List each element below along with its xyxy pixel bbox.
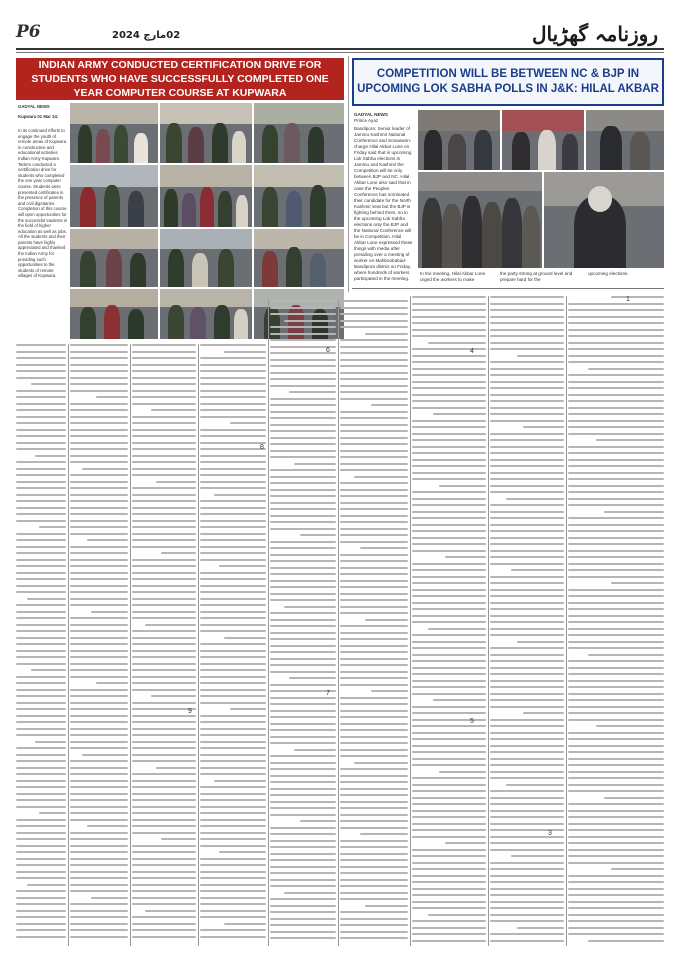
photo-meeting-1: [418, 110, 500, 170]
photo-certificate-10: [70, 289, 158, 339]
photo-hilal-akbar: [544, 172, 664, 268]
photo-certificate-7: [70, 229, 158, 287]
right-story-headline: COMPETITION WILL BE BETWEEN NC & BJP IN UPCOMING LOK SABHA POLLS IN J&K: HILAL AKBAR: [352, 58, 664, 106]
photo-certificate-2: [160, 103, 252, 163]
urdu-column: [132, 344, 196, 946]
issue-date: 02مارچ 2024: [112, 30, 181, 41]
photo-caption-1: In the meeting, Hilal Akbar Lone urged the workers to make: [420, 271, 486, 282]
header-rule-thin: [16, 52, 664, 53]
photo-certificate-4: [70, 165, 158, 227]
column-divider: [68, 344, 69, 946]
column-number: 9: [188, 708, 192, 715]
photo-meeting-crowd: [418, 172, 542, 268]
column-number: 1: [626, 296, 630, 303]
urdu-column: [490, 296, 564, 946]
photo-certificate-11: [160, 289, 252, 339]
photo-caption-2: the party strong at ground level and prepare hard for the: [500, 271, 573, 282]
column-divider: [488, 296, 489, 946]
column-number: 4: [470, 348, 474, 355]
left-story-headline: INDIAN ARMY CONDUCTED CERTIFICATION DRIVE FOR STUDENTS WHO HAVE SUCCESSFULLY COMPLETED ONE YEAR COMPUTER COURSE AT KUPWARA: [16, 58, 344, 100]
newspaper-masthead: روزنامہ گھڑیال: [532, 22, 658, 46]
photo-certificate-3: [254, 103, 344, 163]
photo-certificate-6: [254, 165, 344, 227]
column-number: 7: [326, 690, 330, 697]
photo-caption-3: upcoming elections.: [588, 271, 629, 276]
urdu-column: [412, 296, 486, 946]
left-story-byline: GADYAL NEWS Kupwara 01 Mar 24:: [18, 104, 59, 119]
photo-meeting-3: [586, 110, 664, 170]
urdu-column: [70, 344, 128, 946]
photo-certificate-5: [160, 165, 252, 227]
right-story-rule: [352, 288, 664, 289]
right-story-text: GADYAL NEWS Prince Ayaz Bandipora: Senior leader of Jammu Kashmir National Conference and Sonawarin-charge Hilal Akbar Lone on Friday said that in upcoming Lok Sabha elections in Jammu and Kashmir the Competition will be only between BJP and NC. Hilal Akbar Lone also said that in case the Peoples Conference has nominated their candidate for the North Kashmir seat but the BJP is fighting behind them, so in the upcoming Lok Sabha elections only the BJP and the National Conference will be in Competition. Hilal Akbar Lone expressed these things with media after presiding over a meeting of worker on Mahboobabad-Bandipora district on Friday, where hundreds of workers participated in the meeting.: [354, 112, 413, 281]
urdu-column: [568, 296, 664, 946]
column-divider: [268, 300, 269, 946]
column-divider: [198, 344, 199, 946]
urdu-column: [270, 300, 336, 946]
urdu-column: [340, 300, 408, 946]
photo-certificate-9: [254, 229, 344, 287]
column-divider: [410, 296, 411, 946]
photo-meeting-2: [502, 110, 584, 170]
column-number: 8: [260, 444, 264, 451]
column-divider: [130, 344, 131, 946]
page-number: P6: [16, 22, 41, 42]
left-story-body: In its continued efforts to engage the youth of remote areas of Kupwara in constructive and educational activities Indian Army Kupwara Tarters conducted a certification drive for students who completed the one year computer course. Students were presented certificates in the presence of parents and civil dignitaries. Completion of this course will open opportunities for the successful students in the field of higher education as well as jobs. All the students and their parents have highly appreciated and thanked the Indian Army for providing such opportunities to the students of remote villages of Kupwara.: [18, 128, 68, 279]
column-divider: [338, 300, 339, 946]
urdu-column: [200, 344, 266, 946]
photo-certificate-8: [160, 229, 252, 287]
urdu-column: [16, 344, 66, 946]
header-rule: [16, 48, 664, 50]
column-number: 5: [470, 718, 474, 725]
column-number: 6: [326, 347, 330, 354]
photo-certificate-1: [70, 103, 158, 163]
story-divider: [348, 56, 349, 292]
column-divider: [566, 296, 567, 946]
column-number: 3: [548, 830, 552, 837]
